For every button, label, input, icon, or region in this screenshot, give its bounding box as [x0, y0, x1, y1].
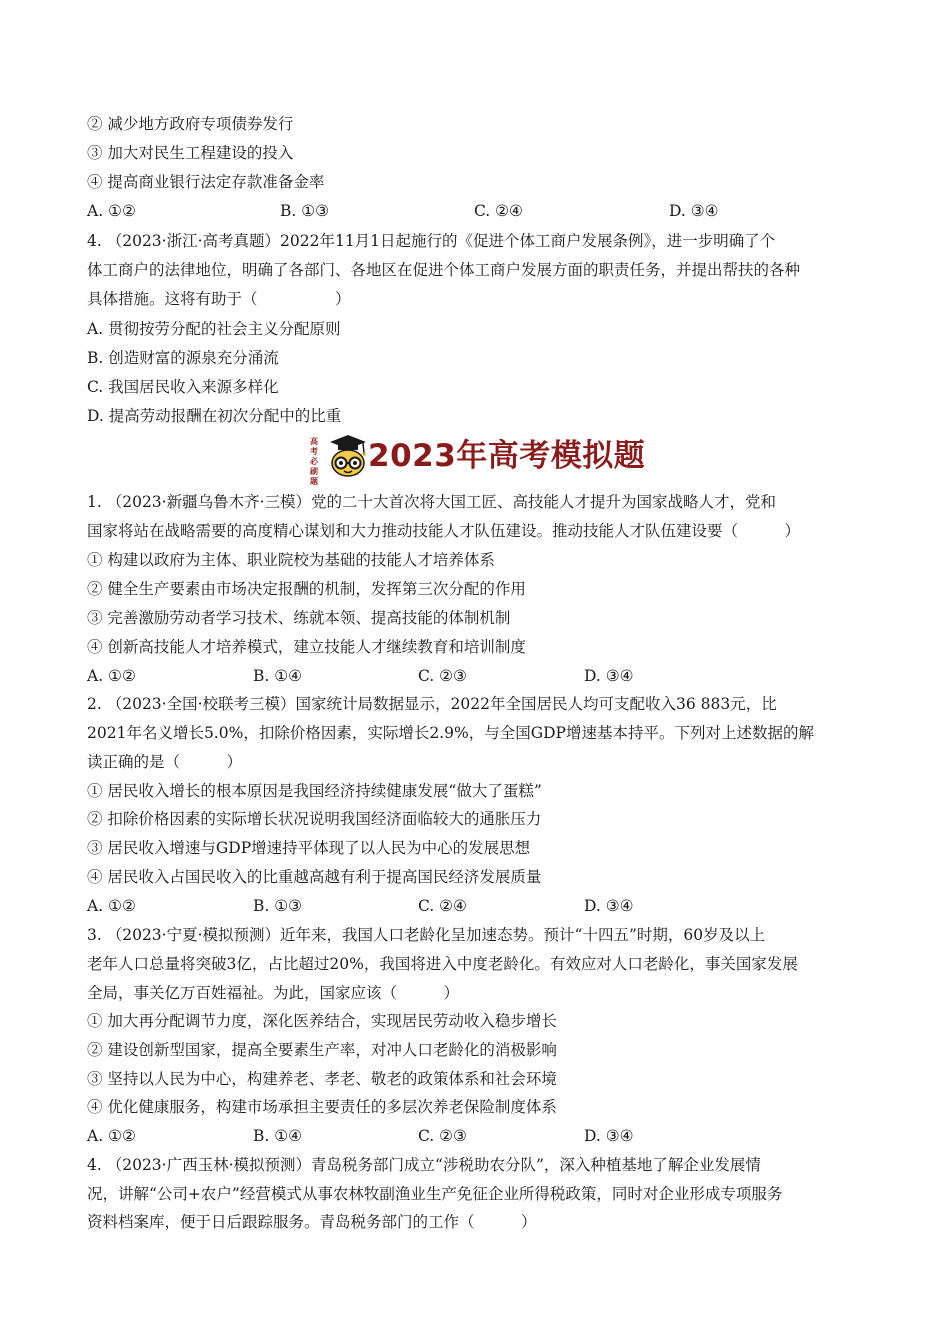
prev-question-item: ② 减少地方政府专项债券发行 — [87, 115, 294, 133]
statement-item: ③ 居民收入增速与GDP增速持平体现了以人民为中心的发展思想 — [87, 839, 531, 857]
question-stem-line: 体工商户的法律地位，明确了各部门、各地区在促进个体工商户发展方面的职责任务，并提出帮扶的各种 — [87, 261, 801, 279]
question-stem-line: 具体措施。这将有助于（ ） — [87, 290, 351, 308]
option-c: C. ②③ — [418, 667, 467, 685]
option-c: C. ②④ — [474, 202, 523, 220]
question-stem-line: 国家将站在战略需要的高度精心谋划和大力推动技能人才队伍建设。推动技能人才队伍建设要（ ） — [87, 522, 801, 540]
question-stem-line: 资料档案库，便于日后跟踪服务。青岛税务部门的工作（ ） — [87, 1213, 537, 1231]
logo-stamp-text: 高考必刷题 — [310, 436, 318, 486]
choice-a: A. 贯彻按劳分配的社会主义分配原则 — [87, 320, 341, 338]
statement-item: ④ 创新高技能人才培养模式，建立技能人才继续教育和培训制度 — [87, 638, 526, 656]
question-stem-line: 1. （2023·新疆乌鲁木齐·三模）党的二十大首次将大国工匠、高技能人才提升为国家战略人才，党和 — [87, 493, 777, 511]
option-a: A. ①② — [87, 667, 136, 685]
statement-item: ① 居民收入增长的根本原因是我国经济持续健康发展“做大了蛋糕” — [87, 782, 542, 800]
question-stem-line: 况，讲解“公司+农户”经营模式从事农林牧副渔业生产免征企业所得税政策，同时对企业形成专项服务 — [87, 1185, 783, 1203]
choice-b: B. 创造财富的源泉充分涌流 — [87, 349, 279, 367]
option-b: B. ①④ — [253, 1127, 303, 1145]
option-d: D. ③④ — [584, 897, 634, 915]
choice-c: C. 我国居民收入来源多样化 — [87, 378, 279, 396]
question-stem-line: 2021年名义增长5.0%，扣除价格因素，实际增长2.9%，与全国GDP增速基本持平。下列对上述数据的解 — [87, 724, 814, 742]
option-c: C. ②③ — [418, 1127, 467, 1145]
question-stem-line: 老年人口总量将突破3亿，占比超过20%，我国将进入中度老龄化。有效应对人口老龄化，事关国家发展 — [87, 955, 798, 973]
option-b: B. ①③ — [253, 897, 303, 915]
option-a: A. ①② — [87, 1127, 136, 1145]
prev-question-item: ④ 提高商业银行法定存款准备金率 — [87, 173, 325, 191]
prev-question-item: ③ 加大对民生工程建设的投入 — [87, 144, 294, 162]
section-title: 2023年高考模拟题 — [368, 438, 646, 474]
graduation-cap-owl-icon — [310, 432, 368, 486]
statement-item: ② 建设创新型国家，提高全要素生产率，对冲人口老龄化的消极影响 — [87, 1041, 557, 1059]
option-d: D. ③④ — [584, 667, 634, 685]
option-b: B. ①④ — [253, 667, 303, 685]
question-stem-line: 4. （2023·广西玉林·模拟预测）青岛税务部门成立“涉税助农分队”，深入种植基地了解企业发展情 — [87, 1156, 761, 1174]
option-a: A. ①② — [87, 202, 136, 220]
question-stem-line: 读正确的是（ ） — [87, 753, 243, 771]
choice-d: D. 提高劳动报酬在初次分配中的比重 — [87, 407, 342, 425]
option-a: A. ①② — [87, 897, 136, 915]
section-banner — [310, 432, 650, 484]
option-d: D. ③④ — [669, 202, 719, 220]
statement-item: ② 健全生产要素由市场决定报酬的机制，发挥第三次分配的作用 — [87, 580, 526, 598]
question-stem-line: 4. （2023·浙江·高考真题）2022年11月1日起施行的《促进个体工商户发展条例》，进一步明确了个 — [87, 232, 776, 250]
question-stem-line: 2. （2023·全国·校联考三模）国家统计局数据显示，2022年全国居民人均可支配收入36 883元，比 — [87, 695, 777, 713]
statement-item: ③ 完善激励劳动者学习技术、练就本领、提高技能的体制机制 — [87, 609, 511, 627]
question-stem-line: 3. （2023·宁夏·模拟预测）近年来，我国人口老龄化呈加速态势。预计“十四五”时期，60岁及以上 — [87, 926, 766, 944]
option-d: D. ③④ — [584, 1127, 634, 1145]
statement-item: ④ 居民收入占国民收入的比重越高越有利于提高国民经济发展质量 — [87, 868, 542, 886]
statement-item: ④ 优化健康服务，构建市场承担主要责任的多层次养老保险制度体系 — [87, 1098, 557, 1116]
question-stem-line: 全局，事关亿万百姓福祉。为此，国家应该（ ） — [87, 984, 460, 1002]
statement-item: ③ 坚持以人民为中心，构建养老、孝老、敬老的政策体系和社会环境 — [87, 1070, 557, 1088]
option-b: B. ①③ — [280, 202, 330, 220]
option-c: C. ②④ — [418, 897, 467, 915]
statement-item: ① 加大再分配调节力度，深化医养结合，实现居民劳动收入稳步增长 — [87, 1012, 557, 1030]
statement-item: ① 构建以政府为主体、职业院校为基础的技能人才培养体系 — [87, 551, 495, 569]
statement-item: ② 扣除价格因素的实际增长状况说明我国经济面临较大的通胀压力 — [87, 810, 542, 828]
